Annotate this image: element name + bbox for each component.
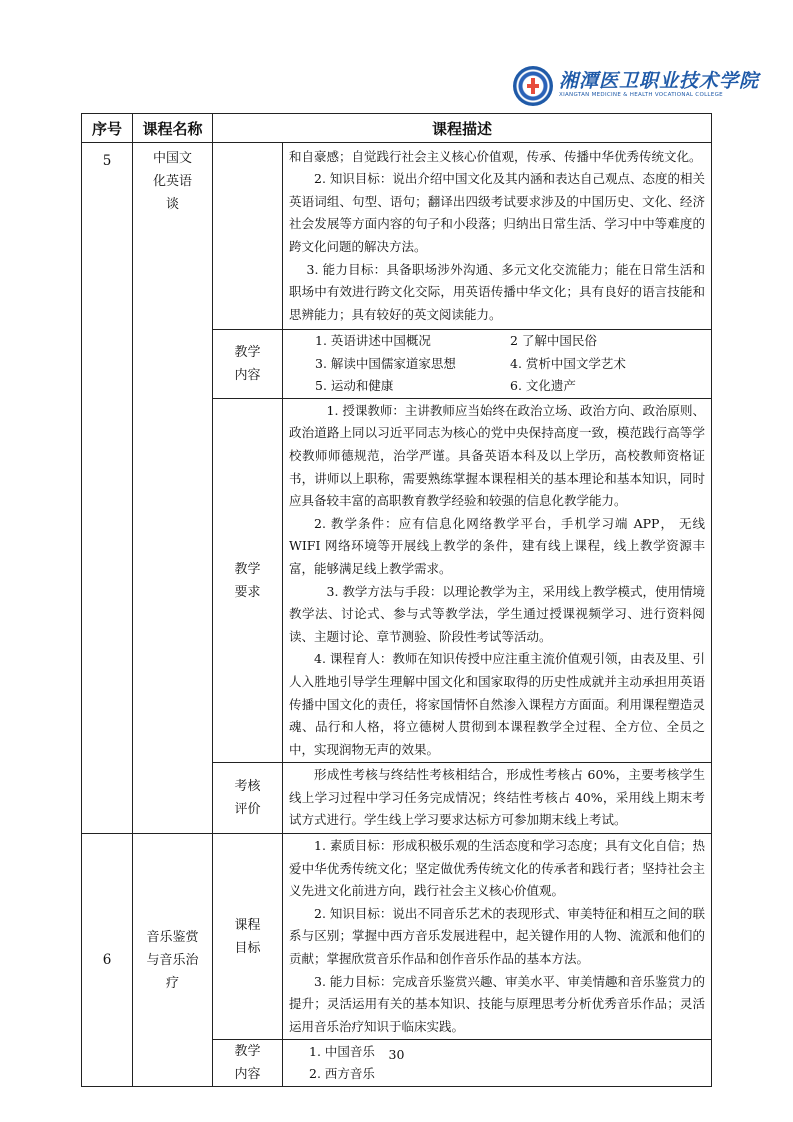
requirement-paragraph: 4. 课程育人：教师在知识传授中应注重主流价值观引领，由表及里、引人入胜地引导学生理解中国文化和国家取得的历史性成就并主动承担用英语传播中国文化的责任，将家国情怀自然渗入课程方方面面。利用课程塑造灵魂、品行和人格，将立德树人贯彻到本课程教学全过程、全方位、全员之中，实现润物无声的效果。 [289, 651, 706, 757]
college-logo [513, 64, 760, 108]
course-goals-cell [283, 143, 712, 330]
list-item: 3. 解读中国儒家道家思想 [315, 355, 456, 371]
course-number: 6 [82, 834, 133, 1087]
list-item: 6. 文化遗产 [510, 378, 576, 394]
college-emblem-icon [513, 66, 553, 106]
section-label-empty [213, 143, 283, 330]
list-item: 2 了解中国民俗 [510, 333, 597, 348]
list-item: 1. 中国音乐 [309, 1043, 375, 1059]
header-course-description: 课程描述 [213, 114, 712, 143]
section-label: 考核评价 [213, 763, 283, 834]
evaluation-paragraph: 形成性考核与终结性考核相结合，形成性考核占 60%，主要考核学生线上学习过程中学习任务完成情况；终结性考核占 40%，采用线上期末考试方式进行。学生线上学习要求达标方可参加期末线上考试。 [289, 767, 706, 828]
goal-paragraph: 1. 素质目标：形成积极乐观的生活态度和学习态度；具有文化自信；热爱中华优秀传统文化；坚定做优秀传统文化的传承者和践行者；坚持社会主义先进文化前进方向，践行社会主义核心价值观。 [289, 838, 706, 899]
goal-paragraph: 3. 能力目标：完成音乐鉴赏兴趣、审美水平、审美情趣和音乐鉴赏力的提升；灵活运用有关的基本知识、技能与原理思考分析优秀音乐作品；灵活运用音乐治疗知识于临床实践。 [289, 973, 706, 1034]
header-number: 序号 [82, 114, 133, 143]
requirement-paragraph: 3. 教学方法与手段：以理论教学为主，采用线上教学模式，使用情境教学法、讨论式、参与式等教学法，学生通过授课视频学习、进行资料阅读、主题讨论、章节测验、阶段性考试等活动。 [289, 583, 706, 644]
list-item: 2. 西方音乐 [309, 1066, 375, 1082]
requirement-paragraph: 1. 授课教师：主讲教师应当始终在政治立场、政治方向、政治原则、政治道路上同以习近平同志为核心的党中央保持高度一致，模范践行高等学校教师师德规范，治学严谨。具备英语本科及以上学历，高校教师资格证书，讲师以上职称，需要熟练掌握本课程相关的基本理论和基本知识，同时应具备较丰富的高职教育教学经验和较强的信息化教学能力。 [289, 402, 706, 509]
goal-paragraph: 和自豪感；自觉践行社会主义核心价值观，传承、传播中华优秀传统文化。 [289, 148, 702, 164]
list-item: 1. 英语讲述中国概况 [315, 333, 431, 348]
page-number: 30 [388, 1047, 405, 1062]
goal-paragraph: 3. 能力目标：具备职场涉外沟通、多元文化交流能力；能在日常生活和职场中有效进行跨文化交际，用英语传播中华文化；具有良好的语言技能和思辨能力；具有较好的英文阅读能力。 [289, 261, 706, 322]
course-name: 音乐鉴赏与音乐治疗 [133, 834, 213, 1087]
header-course-name: 课程名称 [133, 114, 213, 143]
table-header-row [82, 114, 712, 143]
evaluation-cell [283, 763, 712, 834]
course-number: 5 [82, 143, 133, 834]
section-label: 教学要求 [213, 398, 283, 763]
section-label: 教学内容 [213, 1040, 283, 1087]
list-item: 4. 赏析中国文学艺术 [510, 355, 626, 371]
list-item: 5. 运动和健康 [315, 378, 394, 394]
course-goals-cell [283, 834, 712, 1040]
logo-english-name: XIANGTAN MEDICINE & HEALTH VOCATIONAL COLLEGE [559, 92, 723, 98]
teaching-requirements-cell [283, 398, 712, 763]
goal-paragraph: 2. 知识目标：说出不同音乐艺术的表现形式、审美特征和相互之间的联系与区别；掌握中西方音乐发展进程中，起关键作用的人物、流派和他们的贡献；掌握欣赏音乐作品和创作音乐作品的基本方法。 [289, 905, 706, 967]
course-name: 中国文化英语谈 [133, 143, 213, 834]
goal-paragraph: 2. 知识目标：说出介绍中国文化及其内涵和表达自己观点、态度的相关英语词组、句型、语句；翻译出四级考试要求涉及的中国历史、文化、经济社会发展等方面内容的句子和小段落；归纳出日常生活、学习中中等难度的跨文化问题的解决方法。 [289, 171, 706, 254]
teaching-content-cell [283, 330, 712, 399]
requirement-paragraph: 2. 教学条件：应有信息化网络教学平台，手机学习端 APP， 无线 WIFI 网络环境等开展线上教学的条件，建有线上课程，线上教学资源丰富，能够满足线上教学需求。 [289, 515, 706, 576]
course-table [81, 113, 712, 1087]
section-label: 课程目标 [213, 834, 283, 1040]
section-label: 教学内容 [213, 330, 283, 399]
logo-name: 湘潭医卫职业技术学院 [559, 70, 760, 92]
table-row [82, 143, 712, 330]
table-row [82, 834, 712, 1040]
